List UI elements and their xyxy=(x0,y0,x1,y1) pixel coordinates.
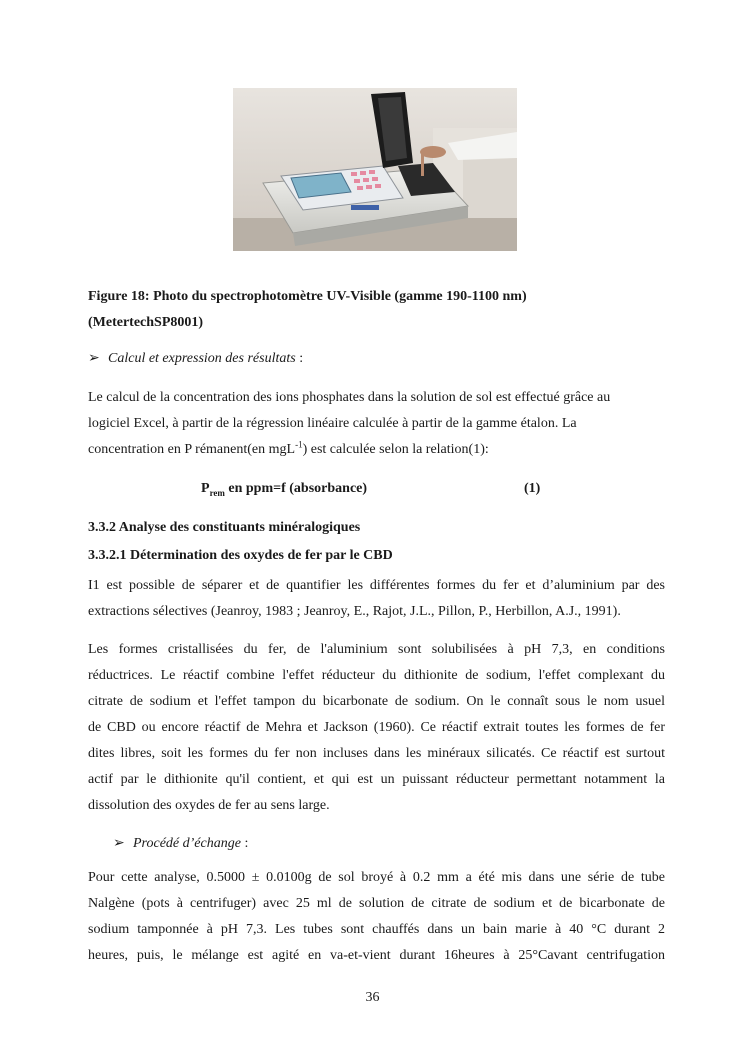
section-heading: 3.3.2 Analyse des constituants minéralogiques xyxy=(88,520,361,535)
spectrophotometer-photo xyxy=(233,88,517,251)
bullet-calcul-suffix: : xyxy=(295,351,304,366)
para2-line: citrate de sodium et l'effet tampon du bicarbonate de sodium. On le connaît sous le nom usuel xyxy=(88,694,665,709)
unit-exponent: -1 xyxy=(295,439,303,450)
para1-line-2: extractions sélectives (Jeanroy, 1983 ; Jeanroy, E., Rajot, J.L., Pillon, P., Herbillon, A.J., 1991). xyxy=(88,604,621,619)
para3-line: sodium tamponnée à pH 7,3. Les tubes sont chauffés dans un bain marie à 40 °C durant 2 xyxy=(88,922,665,937)
formula-p: P xyxy=(201,481,210,496)
figure-caption-line-1: Figure 18: Photo du spectrophotomètre UV-Visible (gamme 190-1100 nm) xyxy=(88,289,527,304)
para2-line: dites libres, soit les formes du fer non incluses dans les minéraux silicatés. Ce réactif est surtout xyxy=(88,746,665,761)
bullet-procede-title: Procédé d’échange xyxy=(133,836,241,851)
bullet-calcul-title: Calcul et expression des résultats xyxy=(108,351,296,366)
para2-last-line: dissolution des oxydes de fer au sens large. xyxy=(88,798,330,813)
formula-sub: rem xyxy=(209,487,225,498)
bullet-calcul xyxy=(88,346,665,372)
calc-para-line-1: Le calcul de la concentration des ions phosphates dans la solution de sol est effectué grâce au xyxy=(88,390,611,405)
calc-para-line-2: logiciel Excel, à partir de la régression linéaire calculée à partir de la gamme étalon. La xyxy=(88,416,577,431)
formula-rest: en ppm=f (absorbance) xyxy=(224,481,368,496)
arrow-bullet-icon: ➢ xyxy=(113,836,125,851)
formula-number: (1) xyxy=(524,481,541,496)
page-number: 36 xyxy=(365,990,380,1005)
bullet-procede-suffix: : xyxy=(240,836,249,851)
calc-para-line-3-b: ) est calculée selon la relation(1): xyxy=(302,442,489,457)
arrow-bullet-icon: ➢ xyxy=(88,351,100,366)
para3-line: Pour cette analyse, 0.5000 ± 0.0100g de sol broyé à 0.2 mm a été mis dans une série de tube xyxy=(88,870,665,885)
para2-line: de CBD ou encore réactif de Mehra et Jackson (1960). Ce réactif extrait toutes les formes de fer xyxy=(88,720,665,735)
para3-line: Nalgène (pots à centrifuger) avec 25 ml de solution de citrate de sodium et de bicarbonate de xyxy=(88,896,665,911)
formula xyxy=(201,476,501,502)
bullet-procede xyxy=(113,831,613,857)
para3-line: heures, puis, le mélange est agité en va-et-vient durant 16heures à 25°Cavant centrifugation xyxy=(88,948,665,963)
subsection-heading: 3.3.2.1 Détermination des oxydes de fer par le CBD xyxy=(88,548,393,563)
para1-line-1: I1 est possible de séparer et de quantifier les différentes formes du fer et d’aluminium par des xyxy=(88,578,665,593)
para2-line: actif par le dithionite qu'il contient, et qui est un puissant réducteur permettant notamment la xyxy=(88,772,665,787)
figure-caption-line-2: (MetertechSP8001) xyxy=(88,315,204,330)
calc-para-line-3 xyxy=(88,437,665,463)
calc-para-line-3-a: concentration en P rémanent(en mgL xyxy=(88,442,296,457)
para2-line: réductrices. Le réactif combine l'effet réducteur du dithionite de sodium, l'effet complexant du xyxy=(88,668,665,683)
para2-line: Les formes cristallisées du fer, de l'aluminium sont solubilisées à pH 7,3, en conditions xyxy=(88,642,665,657)
